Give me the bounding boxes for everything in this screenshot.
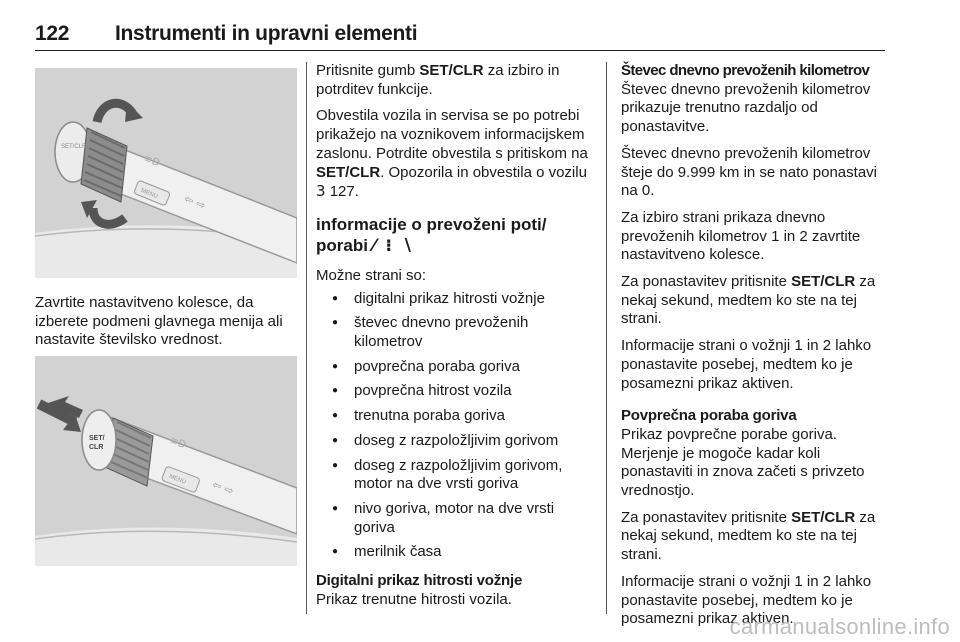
paragraph-consumption-separate: Informacije strani o vožnji 1 in 2 lahko ponastavite posebej, medtem ko je posamezni prikaz aktiven. bbox=[621, 572, 872, 628]
page-header bbox=[35, 22, 885, 52]
list-item: ● doseg z razpoložljivim gorivom bbox=[316, 432, 594, 451]
watermark: carmanualsonline.info bbox=[729, 614, 950, 639]
list-item: ● merilnik časa bbox=[316, 543, 594, 562]
stalk-illustration-2 bbox=[35, 356, 297, 566]
left-right-arrows-icon: ⇦ ⇨ bbox=[182, 192, 208, 213]
section-heading-trip-info: informacije o prevoženi poti/ porabi ⁄ ⁝ ∖ bbox=[316, 214, 547, 256]
beam-icon: ≡D bbox=[142, 153, 162, 170]
paragraph-vehicle-messages: Obvestila vozila in servisa se po potrebi prikažejo na voznikovem informacijskem zaslonu. Potrdite obvestila s pritiskom na SET/CLR. Opozorila in obvestila o vozilu 3 127. bbox=[316, 107, 588, 201]
menu-label: MENU bbox=[139, 187, 159, 201]
paragraph-digital-speed: Prikaz trenutne hitrosti vozila. bbox=[316, 590, 512, 608]
menu-label: MENU bbox=[168, 473, 187, 486]
stalk-illustration-1 bbox=[35, 68, 297, 278]
subheading-digital-speed: Digitalni prikaz hitrosti vožnje bbox=[316, 572, 523, 590]
paragraph-consumption-reset: Za ponastavitev pritisnite SET/CLR za nekaj sekund, medtem ko ste na tej strani. bbox=[621, 508, 876, 564]
possible-pages-list bbox=[316, 290, 594, 562]
list-item: ● povprečna poraba goriva bbox=[316, 358, 594, 377]
set-label: SET/ bbox=[89, 435, 105, 442]
list-item: ● digitalni prikaz hitrosti vožnje bbox=[316, 290, 594, 309]
list-item: ● doseg z razpoložljivim gorivom, motor na dve vrsti goriva bbox=[316, 457, 594, 494]
page-number: 122 bbox=[35, 22, 70, 45]
page-title: Instrumenti in upravni elementi bbox=[115, 22, 418, 45]
page-reference-link[interactable]: 127. bbox=[329, 183, 359, 201]
paragraph-average-consumption: Prikaz povprečne porabe goriva. Merjenje je mogoče kadar koli ponastaviti in znova začeti s privzeto vrednostjo. bbox=[621, 425, 865, 500]
subheading-average-consumption: Povprečna poraba goriva bbox=[621, 407, 797, 425]
list-item: ● nivo goriva, motor na dve vrsti goriva bbox=[316, 500, 594, 537]
column-divider-1 bbox=[306, 62, 307, 614]
paragraph-trip-odometer-3: Za izbiro strani prikaza dnevno prevoženih kilometrov 1 in 2 zavrtite nastavitveno kolesce. bbox=[621, 208, 861, 264]
column-3 bbox=[621, 62, 889, 637]
page-reference-arrow-icon: 3 bbox=[316, 182, 326, 201]
left-right-arrows-icon: ⇦ ⇨ bbox=[210, 477, 236, 498]
set-clr-label: SET/CLR bbox=[61, 144, 87, 150]
paragraph-trip-odometer-2: Števec dnevno prevoženih kilometrov šteje do 9.999 km in se nato ponastavi na 0. bbox=[621, 144, 877, 200]
trip-consumption-icon: ⁄ ⁝ ∖ bbox=[372, 235, 416, 256]
paragraph-trip-odometer-1: Števec dnevno prevoženih kilometrov prikazuje trenutno razdaljo od ponastavitve. bbox=[621, 80, 871, 136]
list-item: ● števec dnevno prevoženih kilometrov bbox=[316, 314, 594, 351]
header-rule bbox=[35, 50, 885, 51]
list-item: ● trenutna poraba goriva bbox=[316, 407, 594, 426]
possible-pages-intro: Možne strani so: bbox=[316, 266, 427, 284]
clr-label: CLR bbox=[89, 444, 104, 451]
beam-icon: ≡D bbox=[168, 435, 188, 452]
paragraph-trip-separate: Informacije strani o vožnji 1 in 2 lahko ponastavite posebej, medtem ko je posamezni prikaz aktiven. bbox=[621, 337, 872, 392]
paragraph-trip-reset: Za ponastavitev pritisnite SET/CLR za nekaj sekund, medtem ko ste na tej strani. bbox=[621, 273, 876, 328]
list-item: ● povprečna hitrost vozila bbox=[316, 382, 594, 401]
figure-adjuster-wheel bbox=[35, 68, 297, 278]
figure-set-clr-press bbox=[35, 356, 297, 566]
figure-1-caption: Zavrtite nastavitveno kolesce, da izberete podmeni glavnega menija ali nastavite številsko vrednost. bbox=[35, 294, 283, 349]
paragraph-set-clr: Pritisnite gumb SET/CLR za izbiro in potrditev funkcije. bbox=[316, 62, 560, 98]
column-2 bbox=[316, 62, 594, 617]
subheading-trip-odometer: Števec dnevno prevoženih kilometrov bbox=[621, 62, 870, 79]
column-divider-2 bbox=[606, 62, 607, 614]
